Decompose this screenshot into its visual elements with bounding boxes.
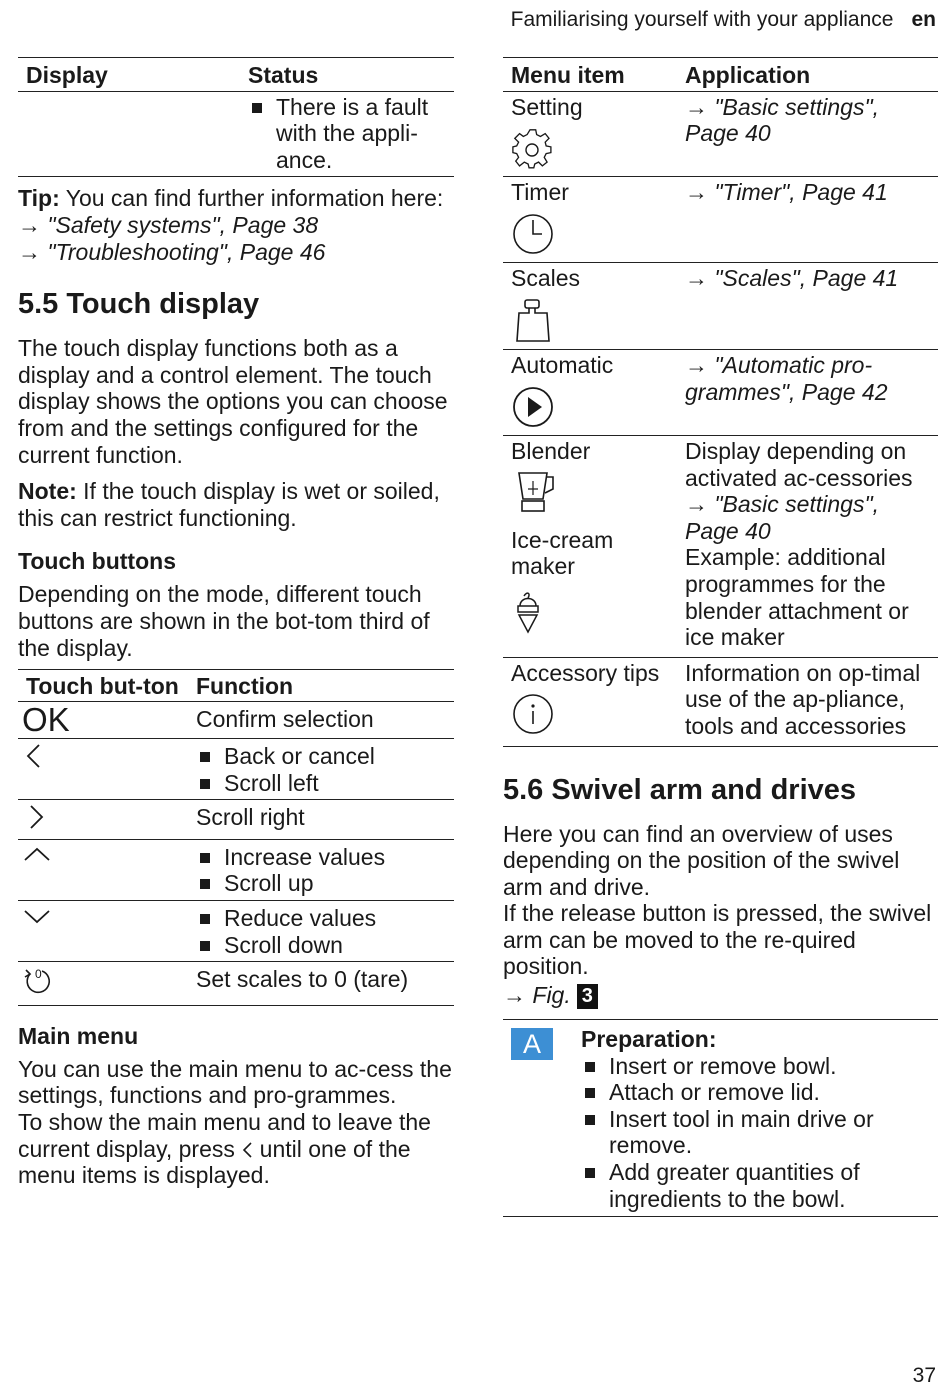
application-text: Display depending on activated ac-cessories bbox=[685, 437, 913, 491]
section-title-swivel-arm: 5.6 Swivel arm and drives bbox=[503, 773, 857, 806]
chevron-up-icon bbox=[22, 844, 52, 866]
touch-function-cell bbox=[188, 901, 454, 962]
main-menu-text: You can use the main menu to ac-cess the settings, functions and pro-grammes. bbox=[18, 1055, 452, 1109]
touch-row-left bbox=[18, 739, 454, 800]
menu-item-label: Timer bbox=[511, 179, 569, 206]
section-title-touch-display: 5.5 Touch display bbox=[18, 288, 260, 321]
touch-function-cell: Scroll right bbox=[188, 800, 454, 840]
col-header-status: Status bbox=[240, 58, 454, 92]
preparation-item: Insert or remove bowl. bbox=[581, 1053, 938, 1080]
menu-item-label: Ice-cream maker bbox=[511, 526, 614, 580]
status-table bbox=[18, 57, 454, 177]
status-cell bbox=[240, 91, 454, 177]
menu-application-cell[interactable]: → "Scales", Page 41 bbox=[677, 262, 938, 350]
chevron-left-icon bbox=[22, 743, 46, 769]
right-column bbox=[503, 57, 938, 1217]
touch-row-up bbox=[18, 839, 454, 900]
menu-application-cell bbox=[677, 435, 938, 657]
chevron-right-icon bbox=[22, 804, 46, 830]
menu-row-timer bbox=[503, 177, 938, 263]
left-column bbox=[18, 57, 454, 1189]
menu-application-cell[interactable]: → "Automatic pro-grammes", Page 42 bbox=[677, 350, 938, 436]
menu-row-accessory-tips bbox=[503, 657, 938, 746]
gear-icon bbox=[511, 126, 555, 170]
col-header-display: Display bbox=[18, 58, 240, 92]
language-code: en bbox=[911, 8, 936, 31]
col-header-function: Function bbox=[188, 670, 454, 702]
tip-ref-troubleshooting[interactable]: → "Troubleshooting", Page 46 bbox=[18, 238, 326, 265]
preparation-item: Insert tool in main drive or remove. bbox=[581, 1106, 938, 1159]
ice-cream-icon bbox=[511, 590, 545, 636]
touch-function-item: Reduce values bbox=[196, 905, 448, 932]
fig-number: 3 bbox=[577, 984, 598, 1009]
touch-row-right bbox=[18, 800, 454, 840]
touch-row-down bbox=[18, 901, 454, 962]
menu-item-label: Blender bbox=[511, 437, 591, 464]
touch-display-intro: The touch display functions both as a display and a control element. The touch display shows the options you can choose from and the settings configured for the current function. bbox=[18, 335, 448, 468]
menu-row-blender bbox=[503, 435, 938, 657]
position-a-label: A bbox=[511, 1028, 553, 1060]
note-label: Note: bbox=[18, 478, 77, 505]
tip-text bbox=[18, 185, 454, 212]
menu-item-label: Setting bbox=[511, 93, 583, 120]
touch-function-item: Back or cancel bbox=[196, 743, 448, 770]
preparation-block bbox=[503, 1019, 938, 1217]
menu-application-cell: Information on op-timal use of the ap-pliance, tools and accessories bbox=[685, 659, 921, 739]
touch-buttons-text: Depending on the mode, different touch buttons are shown in the bot-tom third of the display. bbox=[18, 581, 430, 661]
touch-buttons-heading: Touch buttons bbox=[18, 548, 176, 575]
tip-ref-safety[interactable]: → "Safety systems", Page 38 bbox=[18, 211, 319, 238]
menu-row-setting bbox=[503, 91, 938, 177]
touch-function-item: Scroll left bbox=[196, 770, 448, 797]
touch-row-ok bbox=[18, 702, 454, 739]
fig-ref-text: → Fig. bbox=[503, 982, 571, 1009]
menu-row-scales bbox=[503, 262, 938, 350]
scales-icon bbox=[511, 297, 555, 343]
touch-row-tare bbox=[18, 962, 454, 1006]
svg-text:0: 0 bbox=[35, 967, 42, 982]
menu-item-label: Accessory tips bbox=[511, 659, 660, 686]
touch-function-cell bbox=[188, 739, 454, 800]
chevron-left-icon bbox=[241, 1141, 253, 1159]
menu-item-label: Automatic bbox=[511, 352, 614, 379]
status-item: There is a fault with the appli-ance. bbox=[248, 94, 444, 174]
touch-function-item: Scroll down bbox=[196, 932, 448, 959]
touch-function-item: Scroll up bbox=[196, 870, 448, 897]
main-menu-instruction-a: To show the main menu and to leave the current display, press bbox=[18, 1109, 431, 1162]
play-circle-icon bbox=[511, 385, 555, 429]
col-header-touch-button: Touch but-ton bbox=[18, 670, 188, 702]
timer-icon bbox=[511, 212, 555, 256]
tip-block bbox=[18, 185, 454, 265]
application-example: Example: additional programmes for the blender attachment or ice maker bbox=[685, 544, 909, 651]
menu-item-label: Scales bbox=[511, 264, 581, 291]
swivel-intro: Here you can find an overview of uses depending on the position of the swivel arm and drive. bbox=[503, 820, 900, 900]
preparation-item: Attach or remove lid. bbox=[581, 1079, 938, 1106]
main-menu-instruction-b: until one of the menu items is displayed. bbox=[18, 1135, 411, 1189]
fig-reference[interactable] bbox=[503, 982, 938, 1009]
menu-table bbox=[503, 57, 938, 747]
touch-function-cell: Set scales to 0 (tare) bbox=[196, 966, 409, 993]
touch-function-cell: Confirm selection bbox=[188, 702, 454, 739]
blender-icon bbox=[511, 469, 555, 515]
tip-body: You can find further information here: bbox=[59, 185, 444, 212]
ok-icon: OK bbox=[18, 702, 188, 739]
application-link[interactable]: → "Basic settings", Page 40 bbox=[685, 491, 880, 544]
header-section-title: Familiarising yourself with your appliance bbox=[510, 8, 894, 31]
page-header bbox=[511, 8, 936, 32]
swivel-release: If the release button is pressed, the swivel arm can be moved to the re-quired position. bbox=[503, 900, 932, 980]
touch-button-table bbox=[18, 669, 454, 1006]
menu-application-cell[interactable]: → "Timer", Page 41 bbox=[677, 177, 938, 263]
touch-function-item: Increase values bbox=[196, 844, 448, 871]
preparation-item: Add greater quantities of ingredients to the bowl. bbox=[581, 1159, 938, 1212]
preparation-title: Preparation: bbox=[581, 1026, 717, 1053]
info-icon bbox=[511, 692, 555, 736]
page-number: 37 bbox=[912, 1364, 936, 1387]
col-header-application: Application bbox=[677, 58, 938, 92]
chevron-down-icon bbox=[22, 905, 52, 927]
menu-application-cell[interactable]: → "Basic settings", Page 40 bbox=[677, 91, 938, 177]
main-menu-heading: Main menu bbox=[18, 1022, 139, 1049]
tare-icon bbox=[22, 966, 56, 996]
touch-function-cell bbox=[188, 839, 454, 900]
note-text bbox=[18, 478, 454, 531]
menu-row-automatic bbox=[503, 350, 938, 436]
col-header-menu-item: Menu item bbox=[503, 58, 677, 92]
main-menu-instruction bbox=[18, 1109, 454, 1189]
tip-label: Tip: bbox=[18, 185, 60, 212]
note-body: If the touch display is wet or soiled, this can restrict functioning. bbox=[18, 478, 440, 531]
display-cell-empty bbox=[18, 91, 240, 177]
